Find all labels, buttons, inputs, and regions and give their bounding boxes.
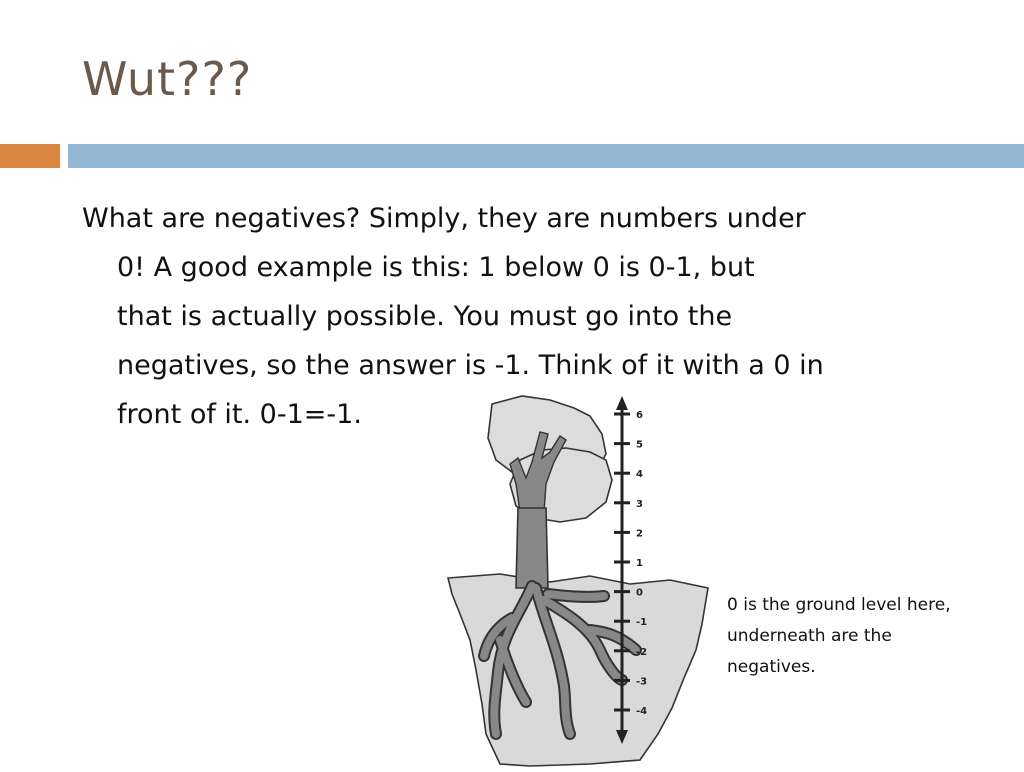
number-line-label: 6 xyxy=(636,410,643,421)
number-line-label: -3 xyxy=(636,676,648,688)
figure-caption xyxy=(727,590,951,683)
number-line-label: 1 xyxy=(636,558,643,569)
body-line: What are negatives? Simply, they are numbers under xyxy=(82,203,806,234)
body-line: 0! A good example is this: 1 below 0 is 0-1, but xyxy=(117,252,755,283)
caption-line: negatives. xyxy=(727,657,816,677)
slide-title: Wut??? xyxy=(82,52,253,106)
body-line: negatives, so the answer is -1. Think of it with a 0 in xyxy=(117,350,824,381)
caption-line: 0 is the ground level here, xyxy=(727,595,951,615)
tree-roots-illustration xyxy=(440,388,720,772)
body-line: front of it. 0-1=-1. xyxy=(117,399,362,430)
number-line-label: -1 xyxy=(636,617,648,629)
number-line-label: -2 xyxy=(636,646,648,658)
number-line-label: 2 xyxy=(636,528,643,540)
number-line-label: 3 xyxy=(636,498,643,510)
number-line-arrow-up xyxy=(616,396,628,410)
number-line-label: 5 xyxy=(636,439,643,451)
number-line-label: 4 xyxy=(636,469,643,481)
accent-bar-blue xyxy=(68,144,1024,168)
tree-trunk xyxy=(516,508,548,588)
caption-line: underneath are the xyxy=(727,626,892,646)
tree-roots-svg xyxy=(440,388,720,768)
number-line-label: -4 xyxy=(636,706,648,717)
body-line: that is actually possible. You must go into the xyxy=(117,301,733,332)
soil-shape xyxy=(448,574,708,766)
number-line-label: 0 xyxy=(636,587,643,599)
accent-bar-orange xyxy=(0,144,60,168)
